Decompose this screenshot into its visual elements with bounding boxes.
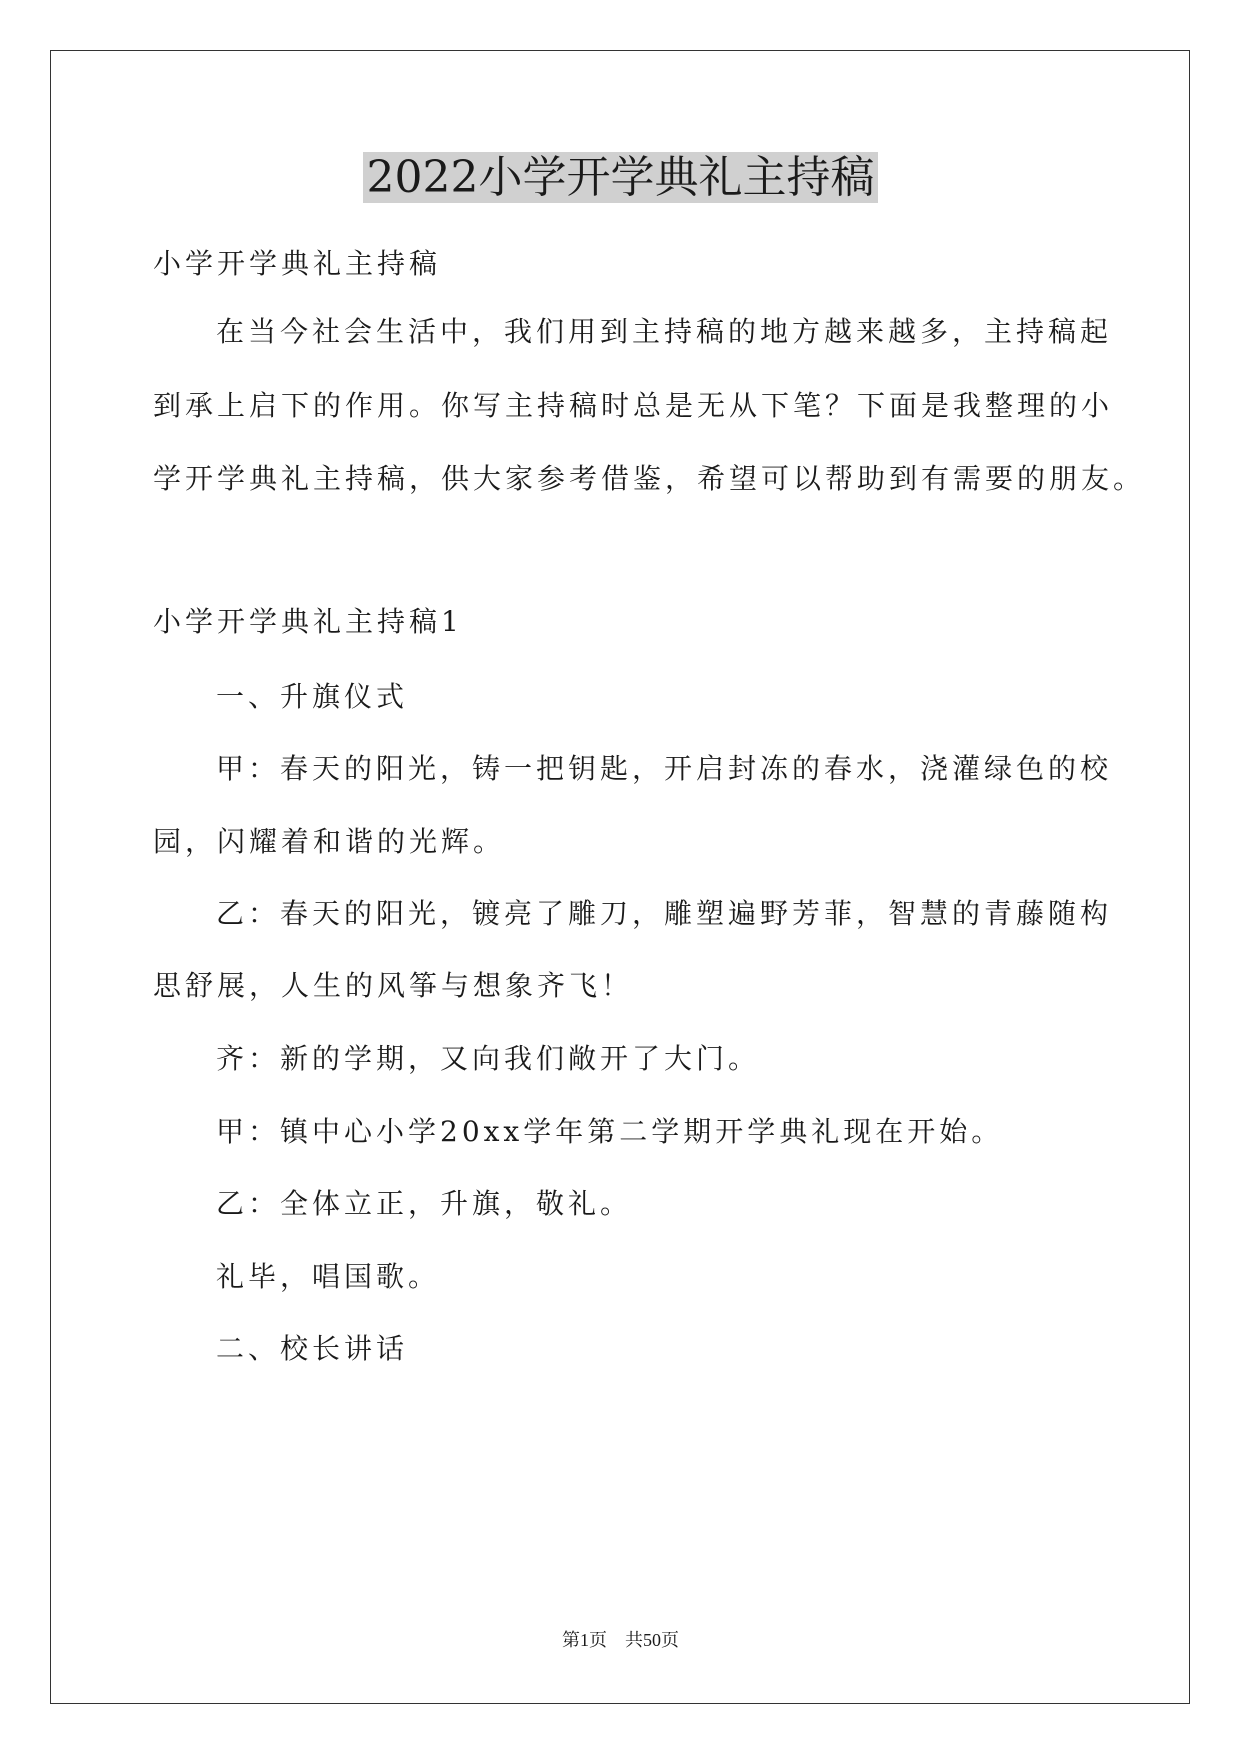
paragraph-line: 乙：全体立正，升旗，敬礼。: [216, 1187, 633, 1220]
subtitle-line: 小学开学典礼主持稿: [153, 247, 442, 280]
page-border: [50, 50, 1190, 1704]
paragraph-line: 齐：新的学期，又向我们敞开了大门。: [216, 1042, 761, 1075]
paragraph-line: 在当今社会生活中，我们用到主持稿的地方越来越多，主持稿起: [216, 315, 1113, 348]
paragraph-line: 甲：春天的阳光，铸一把钥匙，开启封冻的春水，浇灌绿色的校: [216, 752, 1113, 785]
subsection-heading: 一、升旗仪式: [216, 680, 409, 713]
paragraph-line: 思舒展，人生的风筝与想象齐飞！: [153, 969, 634, 1002]
paragraph-line: 乙：春天的阳光，镀亮了雕刀，雕塑遍野芳菲，智慧的青藤随构: [216, 897, 1113, 930]
paragraph-line: 到承上启下的作用。你写主持稿时总是无从下笔？下面是我整理的小: [153, 389, 1114, 422]
subsection-heading: 二、校长讲话: [216, 1332, 409, 1365]
document-title: [0, 148, 1241, 208]
document-title-text: 2022小学开学典礼主持稿: [363, 152, 879, 203]
paragraph-line: 园，闪耀着和谐的光辉。: [153, 825, 506, 858]
paragraph-line: 甲：镇中心小学20xx学年第二学期开学典礼现在开始。: [216, 1115, 1004, 1148]
paragraph-line: 学开学典礼主持稿，供大家参考借鉴，希望可以帮助到有需要的朋友。: [153, 462, 1146, 495]
page-footer: 第1页 共50页: [562, 1630, 679, 1650]
paragraph-line: 礼毕，唱国歌。: [216, 1260, 441, 1293]
section-heading: 小学开学典礼主持稿1: [153, 605, 463, 638]
